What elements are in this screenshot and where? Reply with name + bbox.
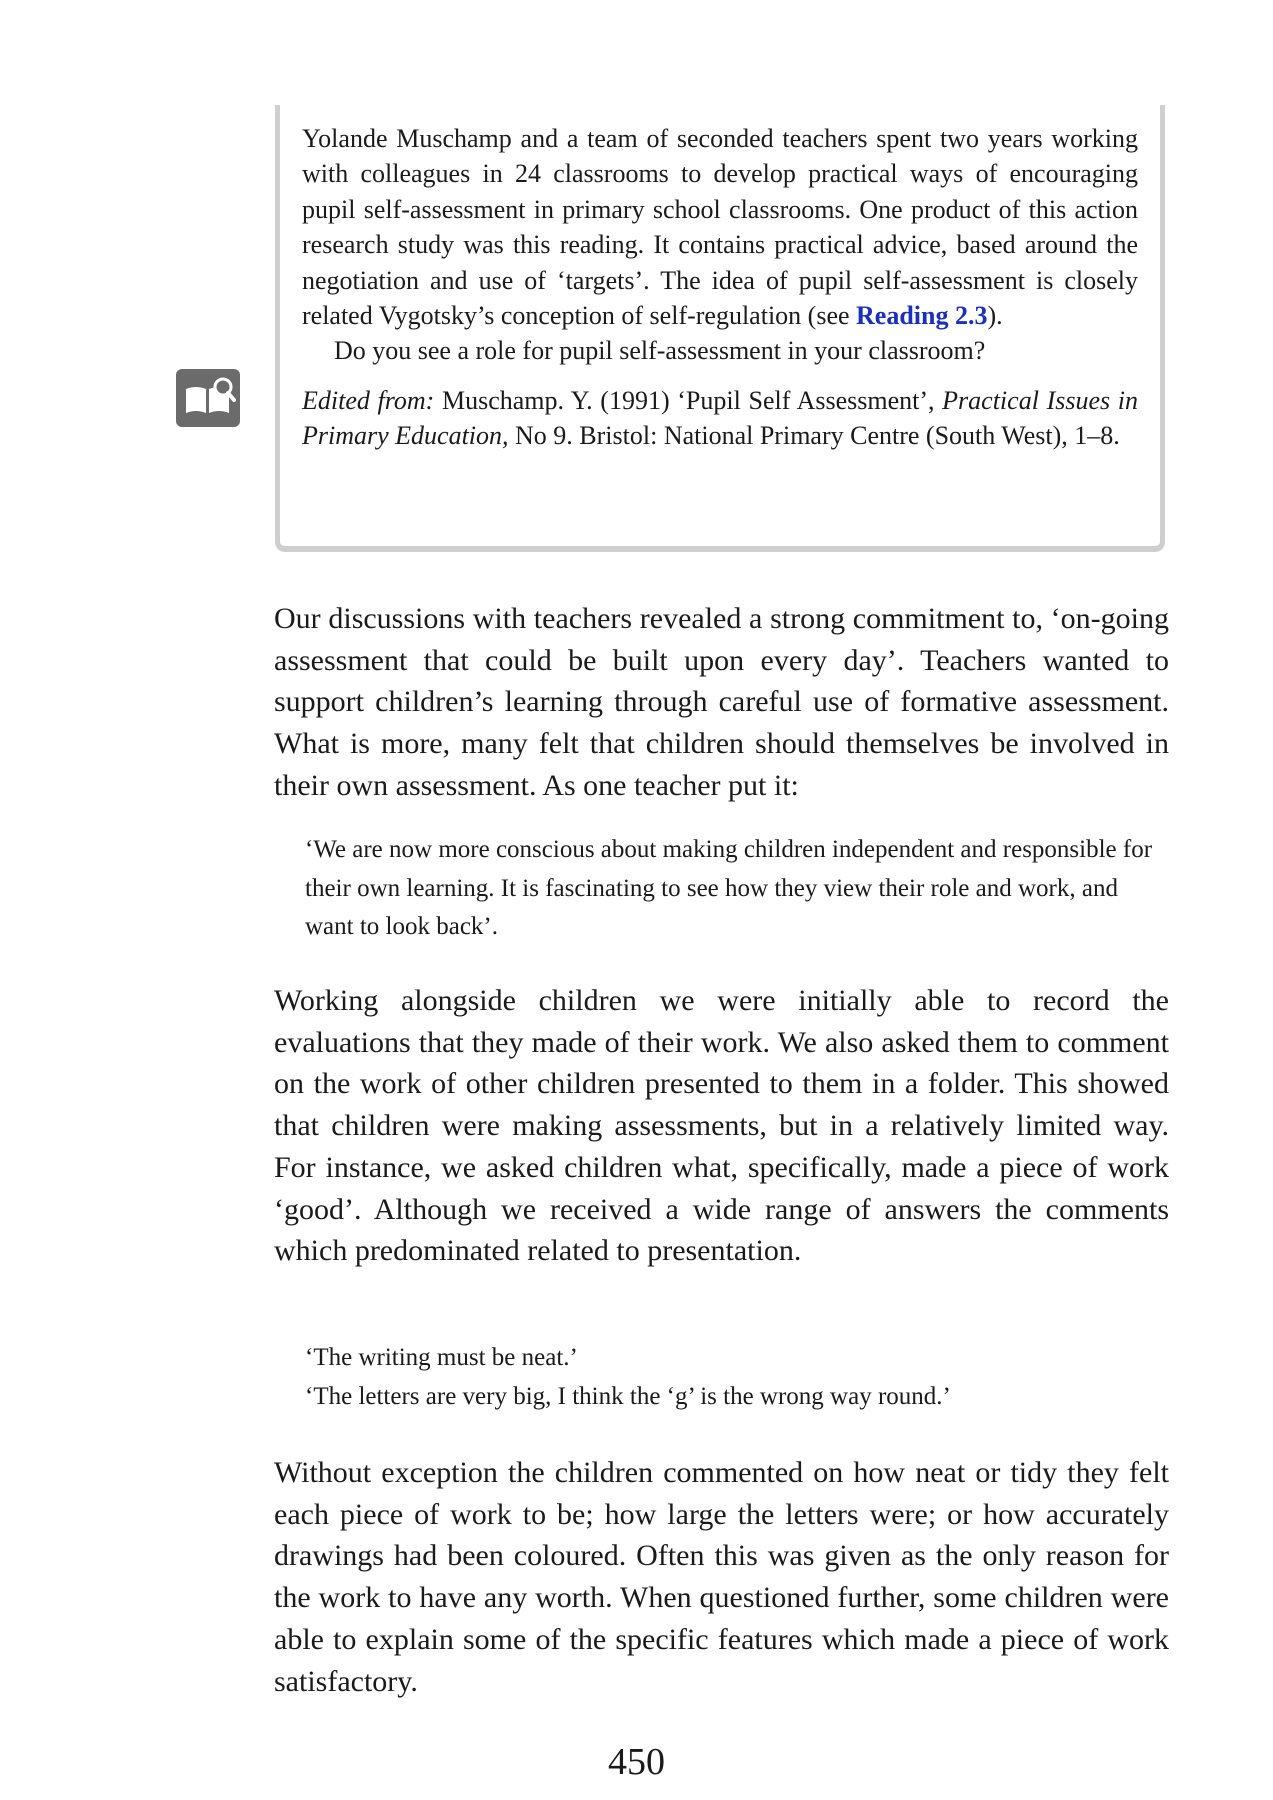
reading-link[interactable]: Reading 2.3 xyxy=(856,301,988,331)
reflection-question: Do you see a role for pupil self-assessment in your classroom? xyxy=(334,336,986,366)
book-search-icon xyxy=(176,369,240,427)
teacher-quote: ‘We are now more conscious about making children independent and responsible for their own learning. It is fascinating to see how they view their role and work, and want to look back’. xyxy=(305,836,1153,940)
page-number: 450 xyxy=(608,1741,665,1783)
body-paragraph-3: Without exception the children commented on how neat or tidy they felt each piece of work to be; how large the letters were; or how accurately drawings had been coloured. Often this was given as the only reason for the work to have any worth. When questioned further, some children were able to explain some of the specific features which made a piece of work satisfactory. xyxy=(274,1456,1169,1698)
body-paragraph-2: Working alongside children we were initially able to record the evaluations that they made of their work. We also asked them to comment on the work of other children presented to them in a folder. This showed that children were making assessments, but in a relatively limited way. For instance, we asked children what, specifically, made a piece of work ‘good’. Although we received a wide range of answers the comments which predominated related to presentation. xyxy=(274,984,1169,1268)
source-citation: Edited from: Muschamp. Y. (1991) ‘Pupil Self Assessment’, Practical Issues in Primary Education, No 9. Bristol: National Primary Centre (South West), 1–8. xyxy=(302,385,1139,451)
reading-box xyxy=(275,105,1165,552)
child-quote-2: ‘The letters are very big, I think the ‘g’ is the wrong way round.’ xyxy=(305,1383,951,1410)
reading-intro: Yolande Muschamp and a team of seconded teachers spent two years working with colleagues in 24 classrooms to develop practical ways of encouraging pupil self-assessment in primary school classrooms. One product of this action research study was this reading. It contains practical advice, based around the negotiation and use of ‘targets’. The idea of pupil self-assessment is closely related Vygotsky’s conception of self-regulation (see Reading 2.3). xyxy=(302,124,1138,331)
child-quote-1: ‘The writing must be neat.’ xyxy=(305,1344,578,1371)
body-paragraph-1: Our discussions with teachers revealed a strong commitment to, ‘on-going assessment that could be built upon every day’. Teachers wanted to support children’s learning through careful use of formative assessment. What is more, many felt that children should themselves be involved in their own assessment. As one teacher put it: xyxy=(274,602,1169,802)
